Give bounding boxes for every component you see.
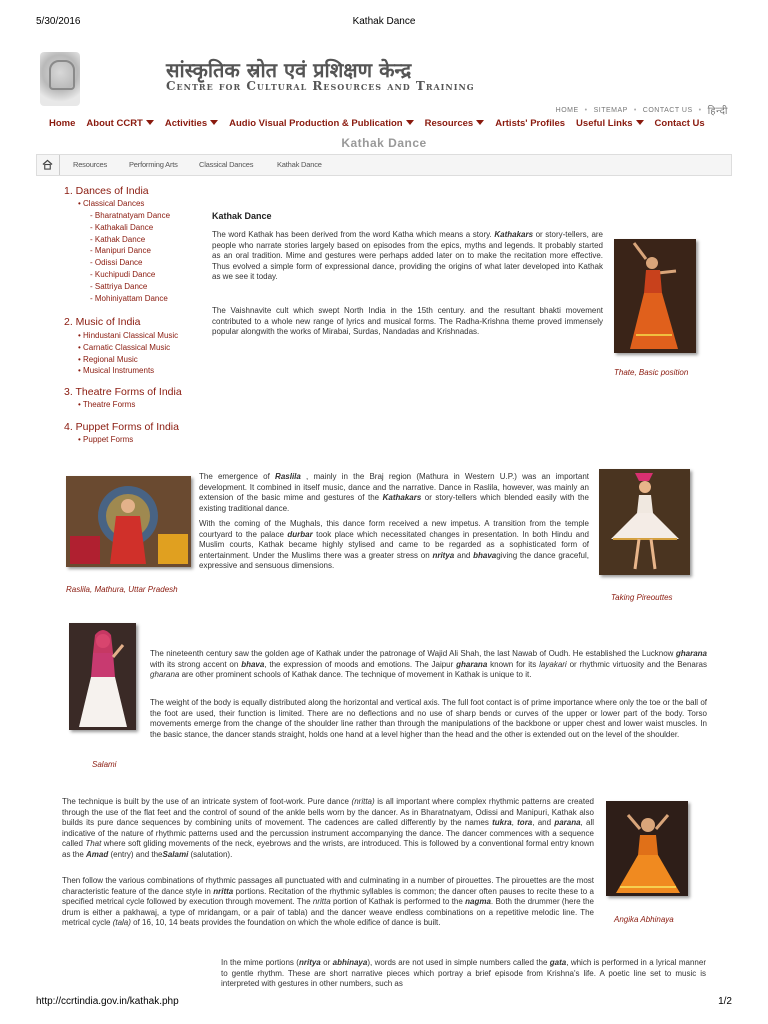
paragraph-4 bbox=[199, 519, 589, 572]
nav-label: Useful Links bbox=[576, 118, 633, 129]
nav-label: Artists' Profiles bbox=[495, 118, 566, 129]
top-link-sitemap[interactable]: SITEMAP bbox=[593, 106, 628, 114]
top-link-hindi[interactable]: हिन्दी bbox=[707, 106, 728, 117]
paragraph-1 bbox=[212, 230, 603, 283]
caret-down-icon bbox=[636, 120, 644, 125]
nav-label: Activities bbox=[164, 118, 208, 129]
paragraph-9 bbox=[221, 958, 706, 990]
nav-audio-visual[interactable] bbox=[229, 118, 413, 129]
nav-home[interactable] bbox=[49, 118, 75, 129]
caption-angika: Angika Abhinaya bbox=[614, 915, 674, 924]
nav-label: Audio Visual Production & Publication bbox=[229, 118, 403, 129]
print-date: 5/30/2016 bbox=[36, 16, 81, 27]
sidebar-item-sattriya[interactable]: - Sattriya Dance bbox=[90, 281, 148, 291]
sidebar-item-label: Kathak Dance bbox=[94, 234, 146, 244]
pirouette-figure-icon bbox=[599, 469, 690, 575]
breadcrumb bbox=[36, 154, 732, 176]
text: , mainly in the Braj region (Mathura in Western U.P.) was an important development. It combined in itself music, dance and the narrative. Dance in Raslila, however, was mainly an extension of the basic mime and gestures of the bbox=[199, 472, 589, 503]
term: tora bbox=[517, 818, 533, 828]
text: with its strong accent on bbox=[150, 659, 242, 669]
text: or story-tellers which blended easily with the existing traditional dance. bbox=[199, 493, 589, 513]
nav-activities[interactable] bbox=[165, 118, 218, 129]
paragraph-8 bbox=[62, 876, 594, 929]
sidebar-item-label: Kuchipudi Dance bbox=[94, 269, 156, 279]
sidebar-item-classical-dances[interactable]: • Classical Dances bbox=[78, 199, 145, 208]
nav-label: About CCRT bbox=[86, 118, 143, 129]
sidebar-section-puppet[interactable]: 4. Puppet Forms of India bbox=[64, 421, 179, 433]
photo-salami bbox=[69, 623, 136, 730]
photo-raslila bbox=[66, 476, 191, 567]
term: nritya bbox=[432, 550, 455, 560]
breadcrumb-resources[interactable]: Resources bbox=[73, 160, 108, 169]
text: , which is performed in a lyrical manner to gentle rhythm. These are short narrative pieces which portray a brief episode from Krishna's life. A poetic line set to music is interpreted with gestures in other numbers, such as bbox=[221, 958, 706, 989]
page-heading: Kathak Dance bbox=[341, 136, 427, 150]
sidebar-item-regional-music[interactable]: • Regional Music bbox=[78, 354, 138, 364]
nav-useful-links[interactable] bbox=[576, 118, 644, 129]
print-page-number: 1/2 bbox=[718, 996, 732, 1007]
term: gharana bbox=[150, 670, 180, 680]
nav-label: Contact Us bbox=[654, 118, 705, 129]
text: giving the dance graceful, expressive and sensuous dimensions. bbox=[199, 550, 590, 571]
sidebar-item-kuchipudi[interactable]: - Kuchipudi Dance bbox=[90, 269, 156, 279]
text: In the mime portions ( bbox=[221, 958, 299, 967]
term: nagma bbox=[465, 897, 491, 907]
text: , all indicative of the nature of rhythmic patterns used and the percussion instrument accompanying the dance. The dancer commences with a sequence called bbox=[62, 818, 595, 849]
caption-thate: Thate, Basic position bbox=[614, 368, 689, 377]
raslila-figure-icon bbox=[66, 476, 191, 567]
caption-salami: Salami bbox=[92, 760, 117, 769]
term: bhava bbox=[241, 659, 265, 669]
term: nritta bbox=[213, 886, 234, 896]
dancer-figure-icon bbox=[614, 239, 696, 353]
text: and bbox=[454, 550, 474, 560]
term: That bbox=[85, 839, 102, 849]
text: , and bbox=[532, 818, 555, 828]
nav-artists-profiles[interactable] bbox=[495, 118, 565, 129]
sidebar-item-label: Bharatnatyam Dance bbox=[94, 211, 171, 220]
caret-down-icon bbox=[146, 120, 154, 125]
separator: • bbox=[584, 106, 588, 114]
main-nav bbox=[49, 118, 716, 129]
sidebar-section-music[interactable]: 2. Music of India bbox=[64, 316, 141, 328]
sidebar-item-label: Odissi Dance bbox=[94, 258, 143, 268]
sidebar-item-theatre-forms[interactable]: • Theatre Forms bbox=[78, 400, 136, 409]
sidebar-item-hindustani[interactable]: • Hindustani Classical Music bbox=[78, 331, 179, 340]
photo-pirouettes bbox=[599, 469, 690, 575]
sidebar-item-label: Theatre Forms bbox=[82, 400, 136, 409]
caret-down-icon bbox=[406, 120, 414, 125]
separator: • bbox=[633, 106, 637, 114]
text: or story-tellers, are people who narrate stories largely based on episodes from the epics, myths and legends. It probably started as an oral tradition. Mime and gestures were perhaps added later on to make the recitation more effective. Thus evolved a simple form of expressional dance, providing the origins of what later developed into Kathak as we see it today. bbox=[212, 230, 604, 282]
top-links bbox=[550, 103, 728, 117]
paragraph-6: The weight of the body is equally distributed along the horizontal and vertical axis. The full foot contact is of prime importance where only the toe or the ball of the foot are used, their function is limited. There are no deflections and no use of sharp bends or curves of the upper or lower part of the body. Torso movements emerge from the change of the shoulder line rather than through the manipulations of the backbone or upper chest and lower waist muscles. In the basic stance, the dancer stands straight, holds one hand at a level higher than the head and the other is extended out on the level of the shoulder. bbox=[150, 698, 707, 739]
nav-label: Home bbox=[49, 118, 76, 129]
sidebar-section-theatre[interactable]: 3. Theatre Forms of India bbox=[64, 386, 182, 398]
nav-resources[interactable] bbox=[425, 118, 485, 129]
text: ), words are not used in simple numbers called the bbox=[367, 958, 550, 967]
caret-down-icon bbox=[210, 120, 218, 125]
sidebar-item-label: Musical Instruments bbox=[83, 366, 155, 376]
text: Then follow the various combinations of rhythmic passages all punctuated with and culminating in a number of pirouettes. The pirouettes are the most characteristic feature of the dance style in bbox=[62, 876, 594, 896]
sidebar-section-dances[interactable]: 1. Dances of India bbox=[64, 185, 149, 197]
term: Salami bbox=[162, 849, 189, 859]
sidebar-item-label: Sattriya Dance bbox=[94, 281, 148, 291]
sidebar-item-label: Classical Dances bbox=[83, 199, 145, 208]
photo-angika bbox=[606, 801, 688, 896]
text: , the expression of moods and emotions. The Jaipur bbox=[264, 659, 457, 669]
term: abhinaya bbox=[332, 958, 368, 967]
caption-pirouettes: Taking Pireouttes bbox=[611, 593, 673, 602]
term: Kathakars bbox=[494, 230, 534, 239]
term: Raslila bbox=[275, 472, 301, 481]
term: gata bbox=[549, 958, 567, 967]
photo-thate bbox=[614, 239, 696, 353]
breadcrumb-home[interactable] bbox=[37, 155, 60, 175]
sidebar-item-kathakali[interactable]: - Kathakali Dance bbox=[90, 222, 154, 232]
sidebar-item-puppet-forms[interactable]: • Puppet Forms bbox=[78, 435, 134, 444]
term: nritya bbox=[298, 958, 321, 967]
sidebar-item-manipuri[interactable]: - Manipuri Dance bbox=[90, 246, 151, 256]
text: The nineteenth century saw the golden age of Kathak under the patronage of Wajid Ali Shah, the last Nawab of Oudh. He established the Lucknow bbox=[150, 649, 676, 658]
text: is all important where complex rhythmic patterns are created through the use of the flat feet and the control of sound of the ankle bells worn by the dancer. As in Bharatnatyam, Odissi and Manipuri, Kathak also builds its pure dance sequences by combining units of movement. The cadences are called differently by the names bbox=[62, 797, 594, 828]
breadcrumb-performing-arts[interactable]: Performing Arts bbox=[129, 160, 178, 169]
caption-raslila: Raslila, Mathura, Uttar Pradesh bbox=[66, 585, 178, 594]
text: or bbox=[320, 958, 333, 967]
top-link-home[interactable]: HOME bbox=[555, 106, 579, 114]
breadcrumb-kathak-dance[interactable]: Kathak Dance bbox=[277, 160, 322, 169]
print-title: Kathak Dance bbox=[352, 16, 416, 27]
sidebar-dance-list bbox=[90, 210, 170, 304]
emblem-logo-icon[interactable] bbox=[40, 52, 80, 106]
home-icon bbox=[42, 159, 53, 170]
term: durbar bbox=[287, 529, 313, 539]
sidebar-item-musical-instruments[interactable]: • Musical Instruments bbox=[78, 366, 155, 376]
site-title-hindi: सांस्कृतिक स्रोत एवं प्रशिक्षण केन्द्र bbox=[166, 58, 412, 82]
text: With the coming of the Mughals, this dance form received a new impetus. A transition from the temple courtyard to the palace bbox=[199, 519, 589, 539]
term: bhava bbox=[473, 550, 497, 560]
text: of 16, 10, 14 beats provides the foundation on which the whole edifice of dance is built. bbox=[130, 918, 441, 928]
sidebar-item-label: Mohiniyattam Dance bbox=[94, 293, 168, 303]
text: where soft gliding movements of the neck, eyebrows and the wrists, are introduced. This is followed by a conventional formal entry known as the bbox=[62, 839, 594, 859]
paragraph-3 bbox=[199, 472, 589, 514]
paragraph-2: The Vaishnavite cult which swept North India in the 15th century. and the resultant bhakti movement contributed to a whole new range of lyrics and musical forms. The Radha-Krishna theme proved immensely popular alongwith the works of Mirabai, Surdas, Nandadas and Krishnadas. bbox=[212, 306, 603, 337]
term: tukra bbox=[492, 818, 512, 828]
paragraph-7 bbox=[62, 797, 594, 861]
term: layakari bbox=[539, 659, 567, 669]
sidebar-item-label: Manipuri Dance bbox=[94, 246, 151, 256]
sidebar-item-label: Puppet Forms bbox=[83, 435, 134, 444]
text: The word Kathak has been derived from the word Katha which means a story. bbox=[212, 230, 495, 239]
text: or rhythmic virtuosity and the Benaras bbox=[566, 659, 707, 669]
text: (entry) and the bbox=[108, 849, 163, 859]
sidebar-item-carnatic[interactable]: • Carnatic Classical Music bbox=[78, 342, 171, 352]
paragraph-5 bbox=[150, 649, 707, 681]
term: gharana bbox=[456, 659, 488, 669]
term: gharana bbox=[675, 649, 707, 658]
text: The technique is built by the use of an intricate system of foot-work. Pure dance bbox=[62, 797, 352, 806]
separator: • bbox=[698, 106, 702, 114]
term: (tala) bbox=[112, 918, 131, 928]
text: , bbox=[511, 818, 518, 828]
sidebar-item-label: Carnatic Classical Music bbox=[83, 342, 171, 352]
sidebar-item-label: Hindustani Classical Music bbox=[83, 331, 179, 340]
nav-label: Resources bbox=[424, 118, 474, 129]
caret-down-icon bbox=[476, 120, 484, 125]
text: (salutation). bbox=[188, 849, 233, 859]
print-url[interactable]: http://ccrtindia.gov.in/kathak.php bbox=[36, 996, 179, 1007]
sidebar-item-label: Regional Music bbox=[83, 354, 138, 364]
term: (nritta) bbox=[351, 797, 375, 806]
term: Amad bbox=[86, 849, 109, 859]
text: portions. Recitation of the rhythmic syllables is common; the dancer often pauses to recite these to a specified metrical cycle followed by execution through movement. The bbox=[62, 886, 595, 907]
sidebar-item-kathak[interactable]: - Kathak Dance bbox=[90, 234, 146, 244]
nav-about-ccrt[interactable] bbox=[86, 118, 153, 129]
angika-figure-icon bbox=[606, 801, 688, 896]
term: Kathakars bbox=[382, 493, 422, 503]
sidebar-item-mohiniyattam[interactable]: - Mohiniyattam Dance bbox=[90, 293, 168, 303]
top-link-contact-us[interactable]: CONTACT US bbox=[642, 106, 693, 114]
sidebar-item-label: Kathakali Dance bbox=[94, 222, 154, 232]
sidebar-item-bharatnatyam[interactable]: - Bharatnatyam Dance bbox=[90, 211, 171, 220]
text: portion of Kathak is performed to the bbox=[330, 897, 466, 907]
sidebar-item-odissi[interactable]: - Odissi Dance bbox=[90, 258, 143, 268]
text: The emergence of bbox=[199, 472, 276, 481]
site-title-english: Centre for Cultural Resources and Training bbox=[166, 79, 475, 93]
nav-contact-us[interactable] bbox=[655, 118, 705, 129]
text: took place which necessitated changes in presentation. In both Hindu and Muslim courts, Kathak became highly stylised and came to be regarded as a sophisticated form of entertainment. Under the Muslims there was a greater stress on bbox=[199, 529, 589, 560]
text: known for its bbox=[487, 659, 540, 669]
text: are other prominent schools of Kathak dance. The technique of movement in Kathak is unique to it. bbox=[179, 670, 532, 680]
text: . Both the drummer (here the drum is either a pakhawaj, a type of mridangam, or a pair of tabla) and the dancer weave endless combinations on a repetitive melodic line. The metrical cycle bbox=[62, 897, 595, 928]
salami-figure-icon bbox=[69, 623, 136, 730]
breadcrumb-classical-dances[interactable]: Classical Dances bbox=[199, 160, 254, 169]
term: nritta bbox=[312, 897, 331, 907]
term: parana bbox=[554, 818, 581, 828]
content-heading: Kathak Dance bbox=[212, 211, 272, 221]
sidebar-music-list bbox=[78, 330, 178, 377]
